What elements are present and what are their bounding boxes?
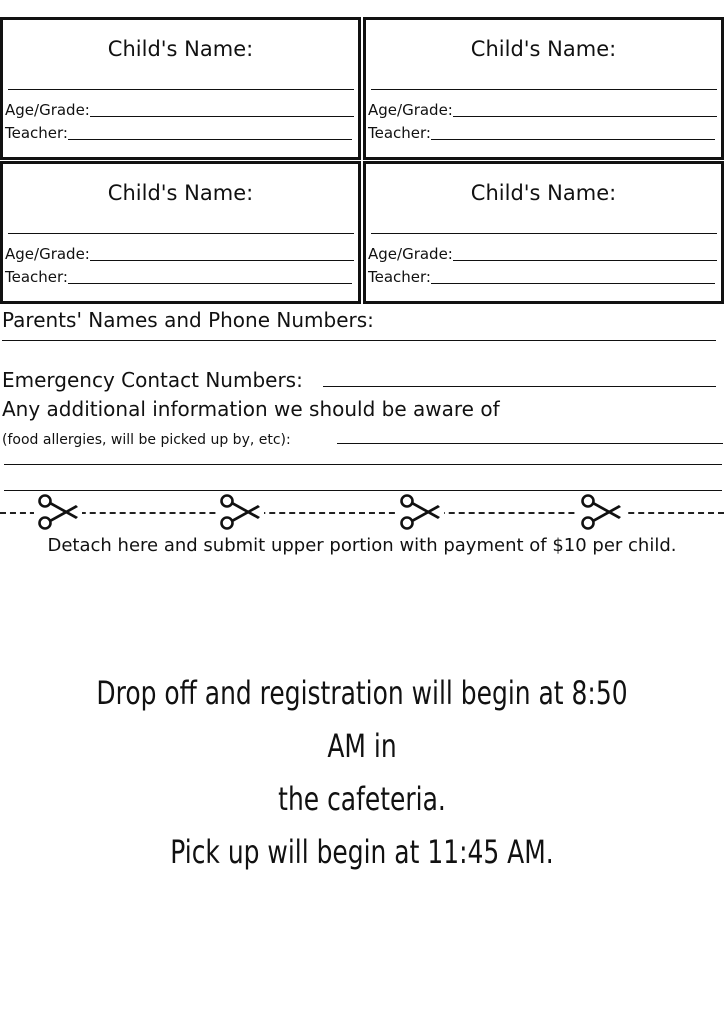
additional-info-label: Any additional information we should be aware of (2, 397, 500, 421)
child-card (363, 17, 724, 160)
age-grade-field[interactable] (5, 100, 354, 120)
age-grade-field[interactable] (368, 100, 717, 120)
child-card (0, 161, 361, 304)
age-grade-line (90, 244, 354, 261)
parents-label: Parents' Names and Phone Numbers: (2, 308, 374, 332)
scissors-icon (216, 492, 264, 532)
teacher-label: Teacher: (5, 124, 68, 142)
teacher-line (68, 267, 352, 284)
teacher-field[interactable] (368, 123, 715, 143)
scissors-icon (577, 492, 625, 532)
age-grade-label: Age/Grade: (368, 101, 453, 119)
age-grade-line (453, 100, 717, 117)
child-name-label: Child's Name: (107, 37, 254, 61)
age-grade-line (453, 244, 717, 261)
teacher-line (68, 123, 352, 140)
child-name-label: Child's Name: (107, 181, 254, 205)
child-name-label: Child's Name: (470, 37, 617, 61)
age-grade-label: Age/Grade: (5, 101, 90, 119)
notice-line-2: the cafeteria. (278, 780, 446, 818)
emergency-label: Emergency Contact Numbers: (2, 368, 303, 392)
age-grade-label: Age/Grade: (5, 245, 90, 263)
notice-line-3: Pick up will begin at 11:45 AM. (170, 833, 554, 871)
detach-instructions: Detach here and submit upper portion with payment of $10 per child. (47, 535, 677, 556)
child-card (0, 17, 361, 160)
child-name-field[interactable] (371, 89, 717, 90)
age-grade-field[interactable] (368, 244, 717, 264)
notice-line-1: Drop off and registration will begin at 8:50 AM in (96, 674, 628, 765)
teacher-line (431, 267, 715, 284)
child-cards-grid (0, 17, 724, 304)
teacher-field[interactable] (368, 267, 715, 287)
additional-info-hint: (food allergies, will be picked up by, etc): (2, 432, 291, 448)
scissors-icon (396, 492, 444, 532)
schedule-notice (80, 667, 645, 879)
child-name-field[interactable] (371, 233, 717, 234)
emergency-field[interactable] (323, 368, 716, 387)
teacher-line (431, 123, 715, 140)
age-grade-label: Age/Grade: (368, 245, 453, 263)
additional-info-line-2[interactable] (4, 448, 722, 465)
teacher-field[interactable] (5, 123, 352, 143)
child-card (363, 161, 724, 304)
teacher-label: Teacher: (368, 124, 431, 142)
teacher-label: Teacher: (368, 268, 431, 286)
parents-field[interactable] (2, 340, 716, 341)
additional-info-line-3[interactable] (4, 474, 722, 491)
scissors-icon (34, 492, 82, 532)
child-name-field[interactable] (8, 89, 354, 90)
additional-info-field[interactable] (337, 427, 723, 444)
child-name-field[interactable] (8, 233, 354, 234)
child-name-label: Child's Name: (470, 181, 617, 205)
age-grade-field[interactable] (5, 244, 354, 264)
teacher-label: Teacher: (5, 268, 68, 286)
teacher-field[interactable] (5, 267, 352, 287)
age-grade-line (90, 100, 354, 117)
